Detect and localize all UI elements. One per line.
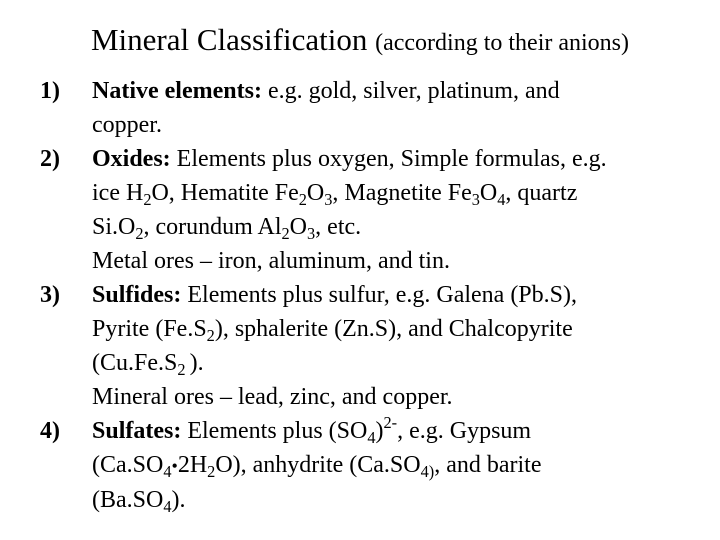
- item-text: 2H: [177, 452, 208, 478]
- item-heading: Native elements:: [92, 78, 262, 104]
- item-heading: Sulfates:: [92, 418, 182, 444]
- item-line: [92, 74, 710, 108]
- item-text: , e.g. Gypsum: [397, 418, 532, 444]
- item-text: (Cu.Fe.S: [92, 350, 178, 376]
- item-text: , and barite: [434, 452, 542, 478]
- item-number: 1): [40, 78, 60, 104]
- item-line: [92, 142, 710, 176]
- subscript: 2: [177, 359, 190, 379]
- subscript: 4: [497, 189, 506, 209]
- subscript: 3: [471, 189, 480, 209]
- item-line: [92, 380, 710, 414]
- item-text: , corundum Al: [143, 214, 282, 240]
- item-line: [92, 108, 710, 142]
- item-text: ).: [189, 350, 204, 376]
- list-item-oxides: [40, 142, 710, 278]
- item-text: (Ca.SO: [92, 452, 164, 478]
- subscript: 4: [163, 496, 172, 516]
- item-line: [92, 346, 710, 380]
- item-text: O: [479, 180, 498, 206]
- item-heading: Sulfides:: [92, 282, 182, 308]
- item-text: Pyrite (Fe.S: [92, 316, 207, 342]
- item-text: Metal ores – iron, aluminum, and tin.: [92, 248, 450, 274]
- item-heading: Oxides:: [92, 146, 171, 172]
- item-text: O), anhydrite (Ca.SO: [215, 452, 421, 478]
- item-text: Elements plus (SO: [181, 418, 368, 444]
- item-line: [92, 448, 710, 483]
- item-number: 4): [40, 418, 60, 444]
- item-number: 3): [40, 282, 60, 308]
- subscript: 2: [298, 189, 307, 209]
- subscript: 4: [367, 427, 376, 447]
- list-item-sulfates: [40, 414, 710, 517]
- item-text: O, Hematite Fe: [151, 180, 299, 206]
- list-item-native-elements: [40, 74, 710, 142]
- item-line: [92, 312, 710, 346]
- subscript: 2: [206, 325, 215, 345]
- subscript: 2: [135, 223, 144, 243]
- subscript: 3: [307, 223, 316, 243]
- item-line: [92, 278, 710, 312]
- item-line: [92, 176, 710, 210]
- item-text: ice H: [92, 180, 144, 206]
- subscript: 3: [324, 189, 333, 209]
- slide-title: [0, 18, 720, 65]
- item-text: e.g. gold, silver, platinum, and: [261, 78, 560, 104]
- item-text: Si.O: [92, 214, 136, 240]
- title-main: Mineral Classification: [90, 22, 368, 57]
- subscript: 4): [420, 461, 435, 481]
- item-text: copper.: [92, 112, 162, 138]
- item-line: [92, 414, 710, 448]
- subscript: 2: [207, 461, 216, 481]
- item-text: O: [289, 214, 308, 240]
- subscript: 2: [281, 223, 290, 243]
- item-text: Elements plus oxygen, Simple formulas, e.g.: [170, 146, 607, 172]
- item-text: Elements plus sulfur, e.g. Galena (Pb.S),: [181, 282, 577, 308]
- subscript: 4: [163, 461, 172, 481]
- item-text: Mineral ores – lead, zinc, and copper.: [92, 384, 453, 410]
- item-text: , etc.: [315, 214, 362, 240]
- item-line: [92, 210, 710, 244]
- dot-symbol: •: [171, 456, 178, 476]
- item-line: [92, 483, 710, 517]
- item-text: , quartz: [505, 180, 578, 206]
- item-text: ), sphalerite (Zn.S), and Chalcopyrite: [214, 316, 573, 342]
- item-text: (Ba.SO: [92, 487, 164, 513]
- item-text: , Magnetite Fe: [332, 180, 472, 206]
- item-text: O: [306, 180, 325, 206]
- item-line: [92, 244, 710, 278]
- item-text: ).: [171, 487, 186, 513]
- superscript: 2-: [383, 413, 398, 433]
- title-subtitle: (according to their anions): [375, 30, 630, 56]
- item-text: ): [375, 418, 384, 444]
- subscript: 2: [143, 189, 152, 209]
- item-number: 2): [40, 146, 60, 172]
- list-item-sulfides: [40, 278, 710, 414]
